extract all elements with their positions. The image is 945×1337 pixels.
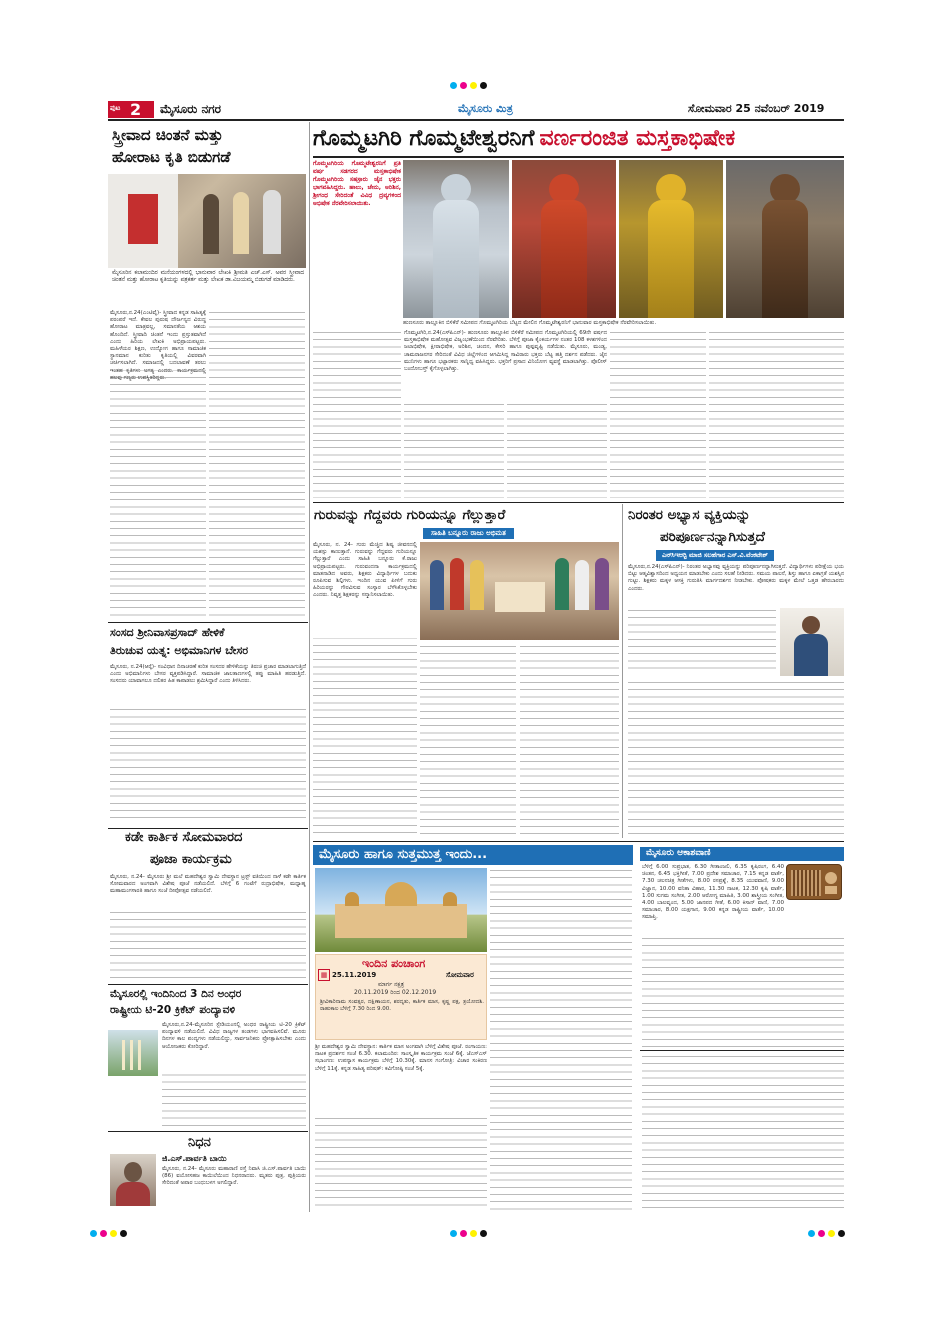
guru-headline: ಗುರುವನ್ನು ಗೆದ್ದವರು ಗುರಿಯನ್ನೂ ಗೆಲ್ಲುತ್ತಾರೆ	[314, 507, 506, 523]
obituary-body: ಮೈಸೂರು, ನ.24- ಮೈಸೂರು ಮಹಾರಾಣಿ ರಸ್ತೆ ನಿವಾಸಿ ಜಿ.ಎಸ್.ಪಾರ್ವತಿ ಬಾಯಿ (86) ವಯೋಸಹಜ ಕಾಯಿಲೆಯಿಂದ ನಿಧನರಾದರು. ಮೃತರು ಪುತ್ರ, ಪುತ್ರಿಯರು ಸೇರಿದಂತೆ ಅಪಾರ ಬಂಧುಬಳಗ ಅಗಲಿದ್ದಾರೆ.	[162, 1166, 306, 1187]
paper-name: ಮೈಸೂರು ಮಿತ್ರ	[458, 102, 513, 115]
gommata-caption: ಹುಣಸೂರು ತಾಲ್ಲೂಕಿನ ಬಿಳಿಕೆರೆ ಸಮೀಪದ ಗೊಮ್ಮಟಗಿರಿಯ ಬೆಟ್ಟದ ಮೇಲಿನ ಗೊಮ್ಮಟೇಶ್ವರನಿಗೆ ಭಾನುವಾರ ಮಸ್ತಕಾಭಿಷೇಕ ನೆರವೇರಿಸಲಾಯಿತು.	[403, 320, 657, 326]
guru-felicitation-photo	[420, 542, 619, 640]
indu-events: ಶ್ರೀ ಮಹದೇಶ್ವರ ಸ್ವಾಮಿ ದೇವಸ್ಥಾನ: ಕಾರ್ತಿಕ ಮಾಸ ಅಂಗವಾಗಿ ಬೆಳಿಗ್ಗೆ ವಿಶೇಷ ಪೂಜೆ. ರಂಗಾಯಣ: ನಾಟಕ ಪ್ರದರ್ಶನ ಸಂಜೆ 6.30. ಕಲಾಮಂದಿರ: ಸಾಂಸ್ಕೃತಿಕ ಕಾರ್ಯಕ್ರಮ ಸಂಜೆ 6ಕ್ಕೆ. ಜೆಎಸ್‍ಎಸ್ ಸಭಾಂಗಣ: ಉಪನ್ಯಾಸ ಕಾರ್ಯಕ್ರಮ ಬೆಳಿಗ್ಗೆ 10.30ಕ್ಕೆ. ಮಾನಸ ಗಂಗೋತ್ರಿ: ವಿಚಾರ ಸಂಕಿರಣ ಬೆಳಿಗ್ಗೆ 11ಕ್ಕೆ. ಕನ್ನಡ ಸಾಹಿತ್ಯ ಪರಿಷತ್: ಕವಿಗೋಷ್ಠಿ ಸಂಜೆ 5ಕ್ಕೆ.	[315, 1044, 487, 1116]
karthika-headline-2: ಪೂಜಾ ಕಾರ್ಯಕ್ರಮ	[150, 852, 232, 867]
page-number: 2	[130, 100, 142, 119]
karthika-rule	[108, 828, 308, 829]
gommata-lead: ಗೊಮ್ಮಟಗಿರಿಯ ಗೊಮ್ಮಟೇಶ್ವರನಿಗೆ ಪ್ರತಿ ವರ್ಷ ಸಡಗರದ ಮಸ್ತಕಾಭಿಷೇಕ ಗೊಮ್ಮಟಗಿರಿಯ ಸಹಸ್ರಾರು ಜೈನ ಭಕ್ತರು ಭಾಗವಹಿಸಿದ್ದರು. ಹಾಲು, ಜೇನು, ಅರಿಶಿನ, ಶ್ರೀಗಂಧ ಸೇರಿದಂತೆ ವಿವಿಧ ದ್ರವ್ಯಗಳಿಂದ ಅಭಿಷೇಕ ನೆರವೇರಿಸಲಾಯಿತು.	[313, 160, 401, 207]
mysore-palace-photo	[315, 868, 487, 952]
streevaada-headline-1: ಸ್ತ್ರೀವಾದ ಚಿಂತನೆ ಮತ್ತು	[112, 126, 223, 144]
guru-body: ಮೈಸೂರು, ನ. 24- ಗುರು ಮೆಚ್ಚಿದ ಶಿಷ್ಯ ಜೀವನದಲ್ಲಿ ಯಶಸ್ಸು ಕಾಣುತ್ತಾನೆ. ಗುರುವನ್ನು ಗೆದ್ದವರು ಗುರಿಯನ್ನೂ ಗೆಲ್ಲುತ್ತಾರೆ ಎಂದು ಸಾಹಿತಿ ಬನ್ನೂರು ಕೆ.ರಾಜು ಅಭಿಪ್ರಾಯಪಟ್ಟರು. ಗುರುವಂದನಾ ಕಾರ್ಯಕ್ರಮದಲ್ಲಿ ಮಾತನಾಡಿದ ಅವರು, ಶಿಕ್ಷಕರು ವಿದ್ಯಾರ್ಥಿಗಳ ಬದುಕು ರೂಪಿಸುವ ಶಿಲ್ಪಿಗಳು. ಇಂದಿನ ಯುವ ಪೀಳಿಗೆ ಗುರು ಹಿರಿಯರನ್ನು ಗೌರವಿಸುವ ಸಂಸ್ಕಾರ ಬೆಳೆಸಿಕೊಳ್ಳಬೇಕು ಎಂದರು. ನಿವೃತ್ತ ಶಿಕ್ಷಕರನ್ನು ಸನ್ಮಾನಿಸಲಾಯಿತು.	[313, 542, 417, 638]
registration-marks-right	[808, 1222, 848, 1241]
streevaada-body-col2	[209, 310, 305, 618]
masthead-rule	[108, 119, 844, 121]
left-column-divider	[309, 122, 310, 1212]
sansad-headline-2: ತಿರುಚುವ ಯತ್ನ: ಅಭಿಮಾನಿಗಳ ಬೇಸರ	[110, 644, 249, 657]
obituary-headline: ನಿಧನ	[188, 1135, 211, 1150]
gommata-body-col1	[313, 330, 401, 498]
gommata-headline-a: ಗೊಮ್ಮಟಗಿರಿ ಗೊಮ್ಮಟೇಶ್ವರನಿಗೆ	[313, 126, 535, 151]
abhyasa-headline-2: ಪರಿಪೂರ್ಣನನ್ನಾಗಿಸುತ್ತದೆ	[660, 529, 765, 545]
abhyasa-byline: ಎನ್‍ಸಿಇಆರ್‍ಟಿ ಮಾಜಿ ಸಲಹೆಗಾರ ಎಸ್.ವಿ.ವೆಂಕಟೇಶ್	[656, 550, 774, 561]
streevaada-body: ಮೈಸೂರು,ನ.24(ಎಂಟಿವೈ)- ಸ್ತ್ರೀವಾದ ಕನ್ನಡ ಸಾಹಿತ್ಯಕ್ಕೆ ಪರಂಪರೆ ಇದೆ. ಕೇವಲ ಪುರುಷ ದೌರ್ಜನ್ಯದ ವಿರುದ್ಧ ಹೋರಾಟ ಮಾತ್ರವಲ್ಲ, ಸಮಾನತೆಯ ಆಶಯ ಹೊಂದಿದೆ. ಸ್ತ್ರೀವಾದಿ ಚಿಂತನೆ ಇಂದು ಪ್ರಸ್ತುತವಾಗಿದೆ ಎಂದು ಹಿರಿಯ ಲೇಖಕಿ ಅಭಿಪ್ರಾಯಪಟ್ಟರು. ಮಹಿಳೆಯರ ಶಿಕ್ಷಣ, ಉದ್ಯೋಗ ಹಾಗೂ ಸಾಮಾಜಿಕ ಸ್ಥಾನಮಾನ ಕುರಿತು ಕೃತಿಯಲ್ಲಿ ವಿವರವಾಗಿ ಚರ್ಚಿಸಲಾಗಿದೆ. ಸಮಾಜದಲ್ಲಿ ಬದಲಾವಣೆ ತರಲು ಇಂತಹ ಕೃತಿಗಳು ಅಗತ್ಯ ಎಂದರು. ಕಾರ್ಯಕ್ರಮದಲ್ಲಿ ಹಲವು ಗಣ್ಯರು ಉಪಸ್ಥಿತರಿದ್ದರು.	[110, 310, 206, 381]
indu-header-text: ಮೈಸೂರು ಹಾಗೂ ಸುತ್ತಮುತ್ತ ಇಂದು...	[319, 847, 488, 862]
panchanga-title: ಇಂದಿನ ಪಂಚಾಂಗ	[362, 957, 426, 970]
panchanga-box	[315, 954, 487, 1040]
sansad-rule	[108, 622, 308, 623]
gommata-rule	[313, 156, 844, 158]
calendar-icon: ▦	[318, 969, 330, 981]
gommata-bottom-rule	[313, 502, 844, 503]
indu-header	[313, 845, 633, 865]
cricket-rule	[108, 984, 308, 985]
akashavani-body: ಬೆಳಿಗ್ಗೆ 6.00 ಸುಪ್ರಭಾತ, 6.30 ಗೀತಾಂಜಲಿ, 6.35 ಕೃಷಿರಂಗ, 6.40 ಚಿಂತನ, 6.45 ಭಕ್ತಿಗೀತೆ, 7.00 ಪ್ರದೇಶ ಸಮಾಚಾರ, 7.15 ಕನ್ನಡ ವಾರ್ತೆ, 7.30 ಚಲನಚಿತ್ರ ಗೀತೆಗಳು, 8.00 ರಸಪ್ರಶ್ನೆ, 8.35 ಯುವವಾಣಿ, 9.00 ವಿಜ್ಞಾನ, 10.00 ವನಿತಾ ವಿಹಾರ, 11.30 ನಾಟಕ, 12.30 ಕೃಷಿ ವಾರ್ತೆ, 1.00 ಸುಗಮ ಸಂಗೀತ, 2.00 ಆರೋಗ್ಯ ಮಾಹಿತಿ, 3.00 ಶಾಸ್ತ್ರೀಯ ಸಂಗೀತ, 4.00 ಬಾಲವೃಂದ, 5.00 ಜಾನಪದ ಗೀತೆ, 6.00 ಕಿಸಾನ್ ವಾಣಿ, 7.00 ಸಮಾಚಾರ, 8.00 ಯಕ್ಷಗಾನ, 9.00 ಕನ್ನಡ ರಾಷ್ಟ್ರೀಯ ವಾರ್ತೆ, 10.00 ಸಮಾಪ್ತಿ.	[642, 864, 784, 921]
abhyasa-byline-bar	[626, 550, 844, 562]
karthika-headline-1: ಕಡೇ ಕಾರ್ತಿಕ ಸೋಮವಾರದ	[125, 830, 243, 845]
indu-events-col2	[490, 868, 632, 1210]
panchanga-range: 20.11.2019 ರಿಂದ 02.12.2019	[354, 989, 437, 996]
guru-byline: ಸಾಹಿತಿ ಬನ್ನೂರು ರಾಜು ಅಭಿಮತ	[423, 528, 514, 539]
book-release-photo	[108, 174, 306, 268]
panchanga-body: ಶ್ರೀವಿಕಾರಿನಾಮ ಸಂವತ್ಸರ, ದಕ್ಷಿಣಾಯನ, ಶರದೃತು, ಕಾರ್ತಿಕ ಮಾಸ, ಕೃಷ್ಣ ಪಕ್ಷ, ತ್ರಯೋದಶಿ. ರಾಹುಕಾಲ ಬೆಳಿಗ್ಗೆ 7.30 ರಿಂದ 9.00.	[320, 999, 484, 1013]
statue-photo-yellow	[619, 160, 723, 318]
karthika-body: ಮೈಸೂರು, ನ.24- ಮೈಸೂರು ಶ್ರೀ ಮಲೆ ಮಹದೇಶ್ವರ ಸ್ವಾಮಿ ದೇವಸ್ಥಾನ ಟ್ರಸ್ಟ್ ವತಿಯಿಂದ ನಾಳೆ ಕಡೇ ಕಾರ್ತಿಕ ಸೋಮವಾರದ ಅಂಗವಾಗಿ ವಿಶೇಷ ಪೂಜೆ ನಡೆಯಲಿದೆ. ಬೆಳಿಗ್ಗೆ 6 ಗಂಟೆಗೆ ರುದ್ರಾಭಿಷೇಕ, ಮಧ್ಯಾಹ್ನ ಮಹಾಮಂಗಳಾರತಿ ಹಾಗೂ ಸಂಜೆ ದೀಪೋತ್ಸವ ನಡೆಯಲಿದೆ.	[110, 874, 306, 910]
obituary-rule	[108, 1131, 308, 1132]
panchanga-masa: ಮಾರ್ಗ ನಕ್ಷತ್ರ	[378, 981, 405, 988]
page-number-badge	[108, 101, 154, 118]
gommata-headline-b: ವರ್ಣರಂಜಿತ ಮಸ್ತಕಾಭಿಷೇಕ	[539, 126, 736, 151]
akashavani-rule	[640, 1050, 844, 1051]
gommata-headline	[313, 122, 844, 156]
streevaada-headline-2: ಹೋರಾಟ ಕೃತಿ ಬಿಡುಗಡೆ	[112, 148, 231, 166]
page-date: ಸೋಮವಾರ 25 ನವೆಂಬರ್ 2019	[688, 102, 825, 115]
guru-body-col2	[420, 644, 516, 838]
akashavani-header	[640, 847, 844, 861]
abhyasa-headline-1: ನಿರಂತರ ಅಭ್ಯಾಸ ವ್ಯಕ್ತಿಯನ್ನು	[628, 507, 751, 523]
abhyasa-body-lines-b	[628, 680, 844, 838]
cricket-headline-1: ಮೈಸೂರಲ್ಲಿ ಇಂದಿನಿಂದ 3 ದಿನ ಅಂಧರ	[110, 988, 242, 1000]
statue-photo-red	[512, 160, 616, 318]
book-release-caption: ಮೈಸೂರಿನ ಕಲಾಮಂದಿರ ಮನೆಯಂಗಳದಲ್ಲಿ ಭಾನುವಾರ ಲೇಖಕಿ ಶ್ರೀಮತಿ ಎಚ್.ಎಸ್. ಅವರ ಸ್ತ್ರೀವಾದ ಚಿಂತನೆ ಮತ್ತು ಹೋರಾಟ ಕೃತಿಯನ್ನು ಪತ್ರಕರ್ತ ಮತ್ತು ಲೇಖಕ ಡಾ.ವಿಜಯಮ್ಮ ಬಿಡುಗಡೆ ಮಾಡಿದರು.	[112, 270, 304, 284]
sansad-body: ಮೈಸೂರು, ನ.24(ಆರ್‍ಕೆ)- ಸಂವಿಧಾನ ದಿನಾಚರಣೆ ಕುರಿತ ಸಂಸದರ ಹೇಳಿಕೆಯನ್ನು ತಿರುಚಿ ಪ್ರಚಾರ ಮಾಡಲಾಗುತ್ತಿದೆ ಎಂದು ಅಭಿಮಾನಿಗಳು ಬೇಸರ ವ್ಯಕ್ತಪಡಿಸಿದ್ದಾರೆ. ಸಾಮಾಜಿಕ ಜಾಲತಾಣಗಳಲ್ಲಿ ತಪ್ಪು ಮಾಹಿತಿ ಹರಡುತ್ತಿದೆ. ಸಂಸದರು ಯಾವಾಗಲೂ ದಲಿತರ ಹಿತ ಕಾಪಾಡಲು ಶ್ರಮಿಸಿದ್ದಾರೆ ಎಂದು ತಿಳಿಸಿದರು.	[110, 664, 306, 708]
center-divider	[622, 504, 623, 838]
mid-rule	[313, 841, 844, 842]
page-label: ಪುಟ	[110, 104, 121, 112]
abhyasa-body-lines-a	[628, 608, 776, 672]
cricket-body: ಮೈಸೂರು,ನ.24-ಮೈಸೂರಿನ ಸ್ಟೇಡಿಯಂನಲ್ಲಿ ಅಂಧರ ರಾಷ್ಟ್ರೀಯ ಟಿ-20 ಕ್ರಿಕೆಟ್ ಪಂದ್ಯಾವಳಿ ನಡೆಯಲಿದೆ. ವಿವಿಧ ರಾಜ್ಯಗಳ ತಂಡಗಳು ಭಾಗವಹಿಸಲಿವೆ. ಮೂರು ದಿನಗಳ ಕಾಲ ಪಂದ್ಯಗಳು ನಡೆಯಲಿದ್ದು, ಸಾರ್ವಜನಿಕರು ಪ್ರೋತ್ಸಾಹಿಸಬೇಕು ಎಂದು ಆಯೋಜಕರು ಕೋರಿದ್ದಾರೆ.	[162, 1022, 306, 1072]
panchanga-day: ಸೋಮವಾರ	[446, 971, 474, 979]
lower-right-lines	[642, 1054, 844, 1210]
speaker-photo	[780, 608, 844, 676]
gommata-lead-box	[313, 160, 401, 320]
registration-marks-left	[90, 1222, 130, 1241]
masthead	[108, 101, 844, 118]
obituary-name: ಜಿ.ಎಸ್.ಪಾರ್ವತಿ ಬಾಯಿ	[162, 1154, 227, 1163]
cricket-stumps-photo	[108, 1030, 158, 1076]
akashavani-body-lines	[642, 936, 844, 1048]
registration-marks-top	[450, 74, 490, 93]
guru-byline-bar	[313, 528, 619, 540]
section-title: ಮೈಸೂರು ನಗರ	[160, 102, 222, 116]
gommata-body-col5	[709, 330, 844, 498]
gommata-body: ಗೊಮ್ಮಟಗಿರಿ,ನ.24(ಎಸ್‍ಪಿಎನ್)- ಹುಣಸೂರು ತಾಲ್ಲೂಕಿನ ಬಿಳಿಕೆರೆ ಸಮೀಪದ ಗೊಮ್ಮಟಗಿರಿಯಲ್ಲಿ 69ನೇ ವರ್ಷದ ಮಸ್ತಕಾಭಿಷೇಕ ಮಹೋತ್ಸವ ವಿಜೃಂಭಣೆಯಿಂದ ನೆರವೇರಿತು. ಬೆಳಿಗ್ಗೆ ಪೂಜಾ ಕೈಂಕರ್ಯಗಳ ನಂತರ 108 ಕಳಶಗಳಿಂದ ಜಲಾಭಿಷೇಕ, ಕ್ಷೀರಾಭಿಷೇಕ, ಅರಿಶಿನ, ಚಂದನ, ಕೇಸರಿ ಹಾಗೂ ಪುಷ್ಪವೃಷ್ಟಿ ನಡೆಯಿತು. ಮೈಸೂರು, ಮಂಡ್ಯ, ಚಾಮರಾಜನಗರ ಸೇರಿದಂತೆ ವಿವಿಧ ಜಿಲ್ಲೆಗಳಿಂದ ಆಗಮಿಸಿದ್ದ ಸಾವಿರಾರು ಭಕ್ತರು ಬೆಟ್ಟ ಹತ್ತಿ ದರ್ಶನ ಪಡೆದರು. ಜೈನ ಮುನಿಗಳು ಹಾಗೂ ಭಟ್ಟಾರಕರು ಸಾನ್ನಿಧ್ಯ ವಹಿಸಿದ್ದರು. ಭಕ್ತರಿಗೆ ಪ್ರಸಾದ ವಿನಿಯೋಗ ವ್ಯವಸ್ಥೆ ಮಾಡಲಾಗಿತ್ತು. ಪೊಲೀಸ್ ಬಂದೋಬಸ್ತ್ ಕೈಗೊಳ್ಳಲಾಗಿತ್ತು.	[404, 330, 607, 402]
panchanga-date: 25.11.2019	[332, 971, 377, 979]
statue-photo-brown	[726, 160, 844, 318]
obituary-photo	[110, 1154, 156, 1206]
radio-icon	[786, 864, 842, 900]
sansad-headline-1: ಸಂಸದ ಶ್ರೀನಿವಾಸಪ್ರಸಾದ್ ಹೇಳಿಕೆ	[110, 626, 225, 639]
registration-marks-bottom	[450, 1222, 490, 1241]
akashavani-header-text: ಮೈಸೂರು ಆಕಾಶವಾಣಿ	[646, 848, 711, 858]
cricket-headline-2: ರಾಷ್ಟ್ರೀಯ ಟಿ-20 ಕ್ರಿಕೆಟ್ ಪಂದ್ಯಾವಳಿ	[110, 1004, 236, 1016]
statue-photo-white	[403, 160, 509, 318]
abhyasa-body: ಮೈಸೂರು,ನ.24(ಎಸ್‍ಪಿಎನ್)- ನಿರಂತರ ಅಭ್ಯಾಸವು ವ್ಯಕ್ತಿಯನ್ನು ಪರಿಪೂರ್ಣನನ್ನಾಗಿಸುತ್ತದೆ. ವಿದ್ಯಾರ್ಥಿಗಳು ಪರೀಕ್ಷೆಯ ಭಯ ಬಿಟ್ಟು ಆತ್ಮವಿಶ್ವಾಸದಿಂದ ಅಧ್ಯಯನ ಮಾಡಬೇಕು ಎಂದು ಸಲಹೆ ನೀಡಿದರು. ಸಮಯ ಪಾಲನೆ, ಶಿಸ್ತು ಹಾಗೂ ಏಕಾಗ್ರತೆ ಯಶಸ್ಸಿನ ಗುಟ್ಟು. ಶಿಕ್ಷಕರು ಮಕ್ಕಳ ಆಸಕ್ತಿ ಗುರುತಿಸಿ ಮಾರ್ಗದರ್ಶನ ನೀಡಬೇಕು. ಪೋಷಕರು ಮಕ್ಕಳ ಮೇಲೆ ಒತ್ತಡ ಹೇರಬಾರದು ಎಂದರು.	[628, 564, 844, 592]
guru-body-col3	[520, 644, 619, 838]
gommata-body-col4	[610, 330, 706, 498]
